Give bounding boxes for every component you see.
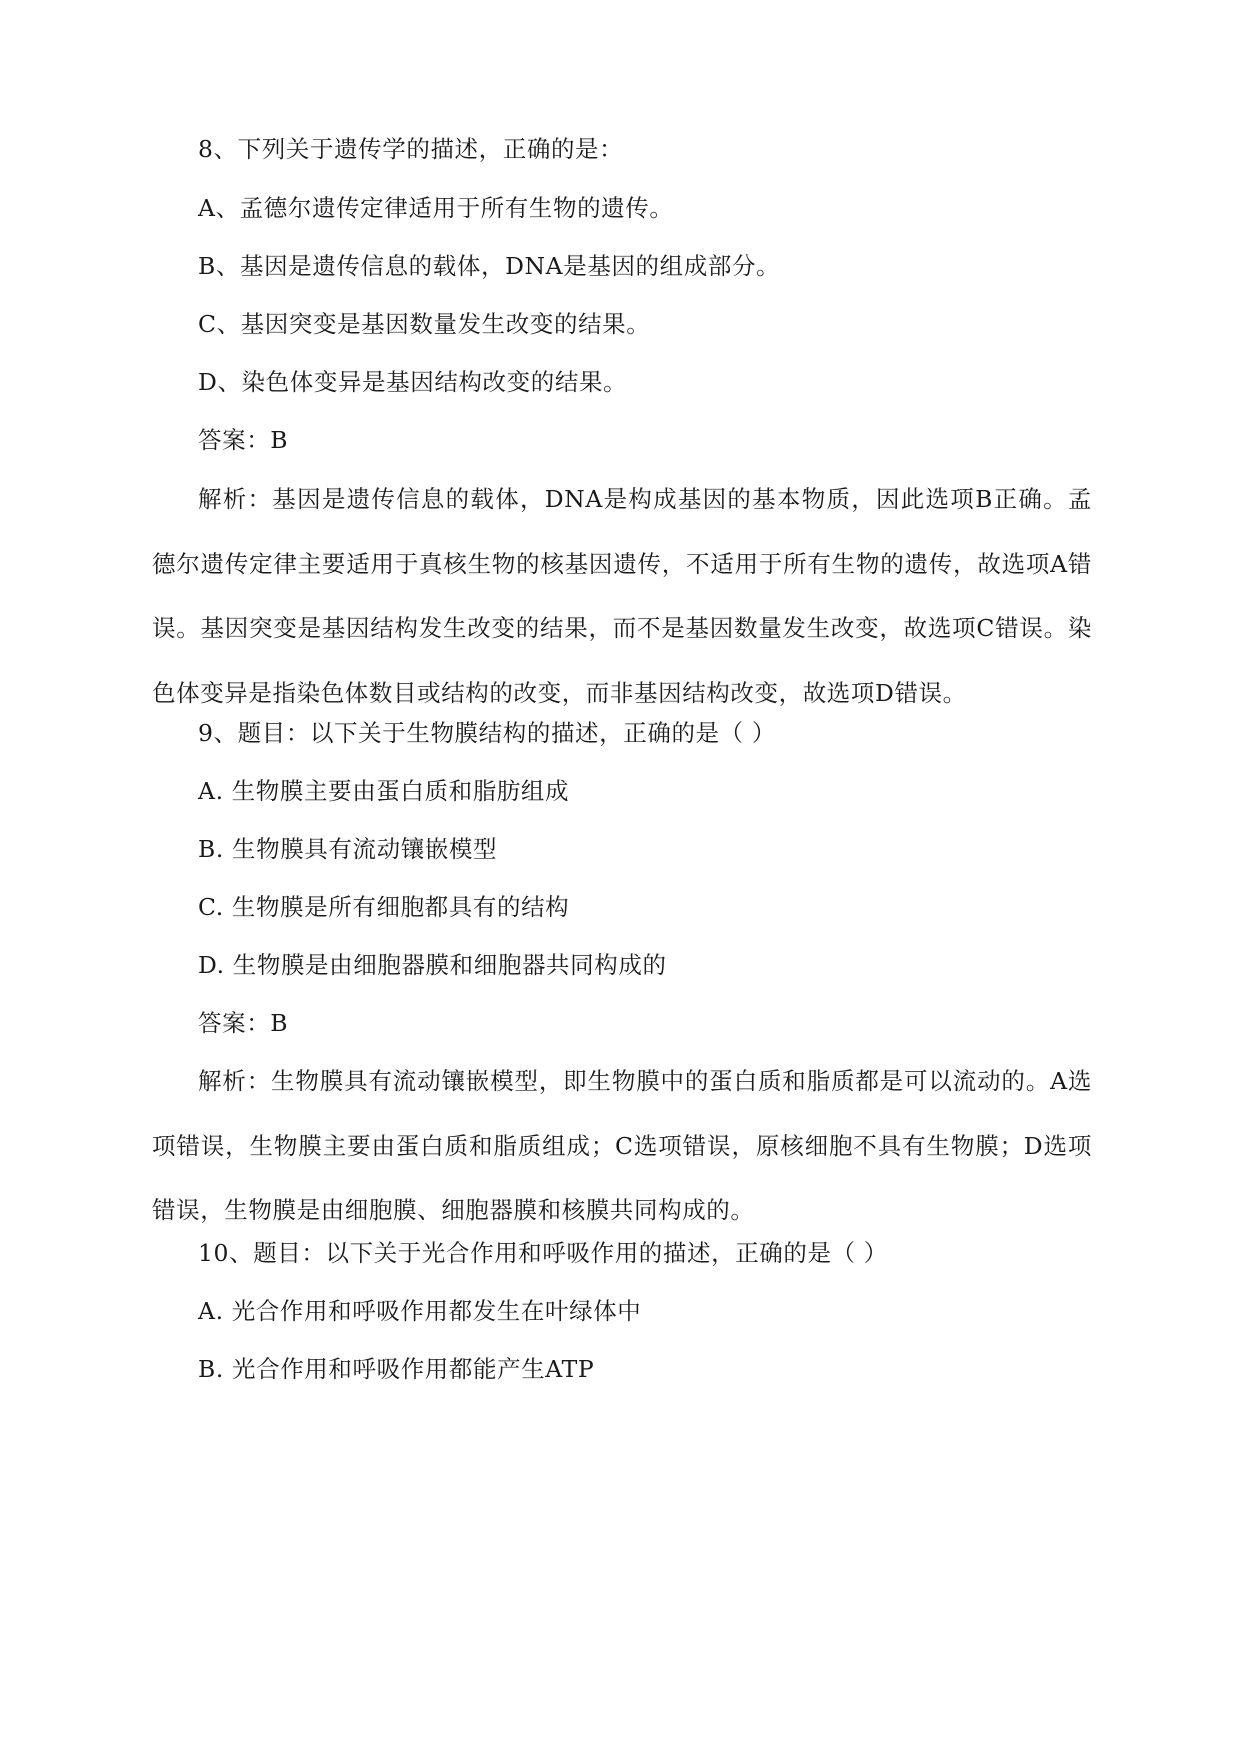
question-9-stem: 9、题目：以下关于生物膜结构的描述，正确的是（ ） <box>198 719 776 747</box>
question-8-option-a: A、孟德尔遗传定律适用于所有生物的遗传。 <box>198 194 674 222</box>
question-10-option-b: B. 光合作用和呼吸作用都能产生ATP <box>198 1355 595 1383</box>
question-10-stem: 10、题目：以下关于光合作用和呼吸作用的描述，正确的是（ ） <box>198 1239 888 1267</box>
question-9-option-d: D. 生物膜是由细胞器膜和细胞器共同构成的 <box>198 951 667 979</box>
question-10-option-a: A. 光合作用和呼吸作用都发生在叶绿体中 <box>198 1297 642 1325</box>
question-9-answer: 答案：B <box>198 1009 289 1037</box>
question-8-analysis: 解析：基因是遗传信息的载体，DNA是构成基因的基本物质，因此选项B正确。孟德尔遗传定律主要适用于真核生物的核基因遗传，不适用于所有生物的遗传，故选项A错误。基因突变是基因结构发生改变的结果，而不是基因数量发生改变，故选项C错误。染色体变异是指染色体数目或结构的改变，而非基因结构改变，故选项D错误。 <box>152 485 1092 707</box>
question-8-answer: 答案：B <box>198 426 289 454</box>
question-9-option-a: A. 生物膜主要由蛋白质和脂肪组成 <box>198 777 570 805</box>
question-9-analysis: 解析：生物膜具有流动镶嵌模型，即生物膜中的蛋白质和脂质都是可以流动的。A选项错误，生物膜主要由蛋白质和脂质组成；C选项错误，原核细胞不具有生物膜；D选项错误，生物膜是由细胞膜、细胞器膜和核膜共同构成的。 <box>152 1067 1092 1224</box>
question-8-stem: 8、下列关于遗传学的描述，正确的是： <box>198 135 624 163</box>
question-8-option-b: B、基因是遗传信息的载体，DNA是基因的组成部分。 <box>198 252 781 280</box>
question-9-option-c: C. 生物膜是所有细胞都具有的结构 <box>198 893 570 921</box>
question-8-option-d: D、染色体变异是基因结构改变的结果。 <box>198 368 628 396</box>
question-9-option-b: B. 生物膜具有流动镶嵌模型 <box>198 835 498 863</box>
question-8-option-c: C、基因突变是基因数量发生改变的结果。 <box>198 310 651 338</box>
